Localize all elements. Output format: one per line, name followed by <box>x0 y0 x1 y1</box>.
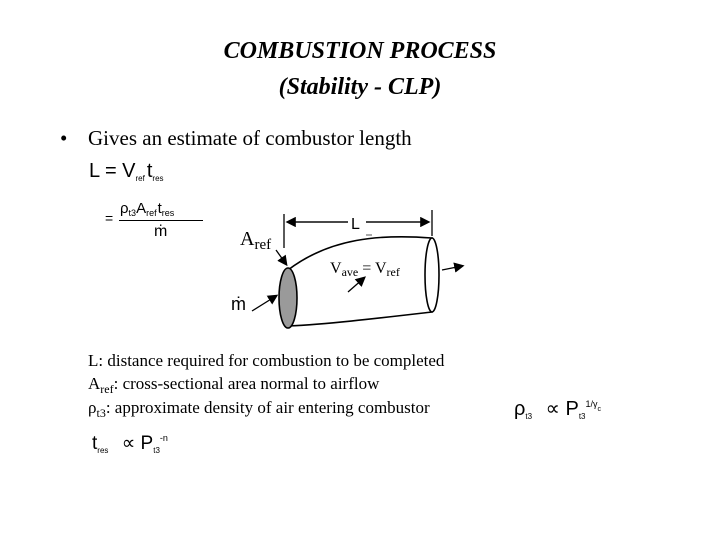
bullet-item <box>60 126 412 151</box>
definition-density: $\rho_{t3}$: approximate density of air entering combustor <box>88 398 430 420</box>
definition-area: $A_{ref}$: cross-sectional area normal to airflow <box>88 374 380 396</box>
bullet-text: Gives an estimate of combustor length <box>88 126 412 150</box>
equation-length: $L = V_{ref}$ $t_{res}$ <box>89 160 164 183</box>
fraction-bar <box>119 220 203 221</box>
equation-length-denominator: ṁ <box>154 223 168 240</box>
density-pressure-relation: $\rho_{t3} \propto P_{t3}^{1/\gamma c}$ <box>514 398 602 421</box>
exit-velocity-arrow <box>442 266 462 270</box>
equation-length-numerator: $\rho_{t3}A_{ref}t_{res}$ <box>120 200 175 218</box>
slide-title-line1: COMBUSTION PROCESS <box>223 38 497 64</box>
inlet-area-shading <box>279 268 297 328</box>
area-pointer-arrow <box>276 250 286 264</box>
residence-time-relation: $t_{res} \propto P_{t3}^{-n}$ <box>92 433 168 455</box>
area-label: $A_{ref}$ <box>240 228 272 253</box>
slide-title-line2: (Stability - CLP) <box>278 74 442 100</box>
combustor-exit <box>425 238 439 312</box>
bullet-dot-icon: • <box>60 126 68 150</box>
definition-length: L: distance required for combustion to be completed <box>88 351 445 370</box>
mass-flow-arrow <box>252 296 276 311</box>
velocity-label: Vave = Vref <box>330 260 400 279</box>
equation-length-expanded-equals: = <box>105 210 114 226</box>
mass-flow-label: ṁ <box>231 294 246 314</box>
length-label: L <box>351 216 360 233</box>
